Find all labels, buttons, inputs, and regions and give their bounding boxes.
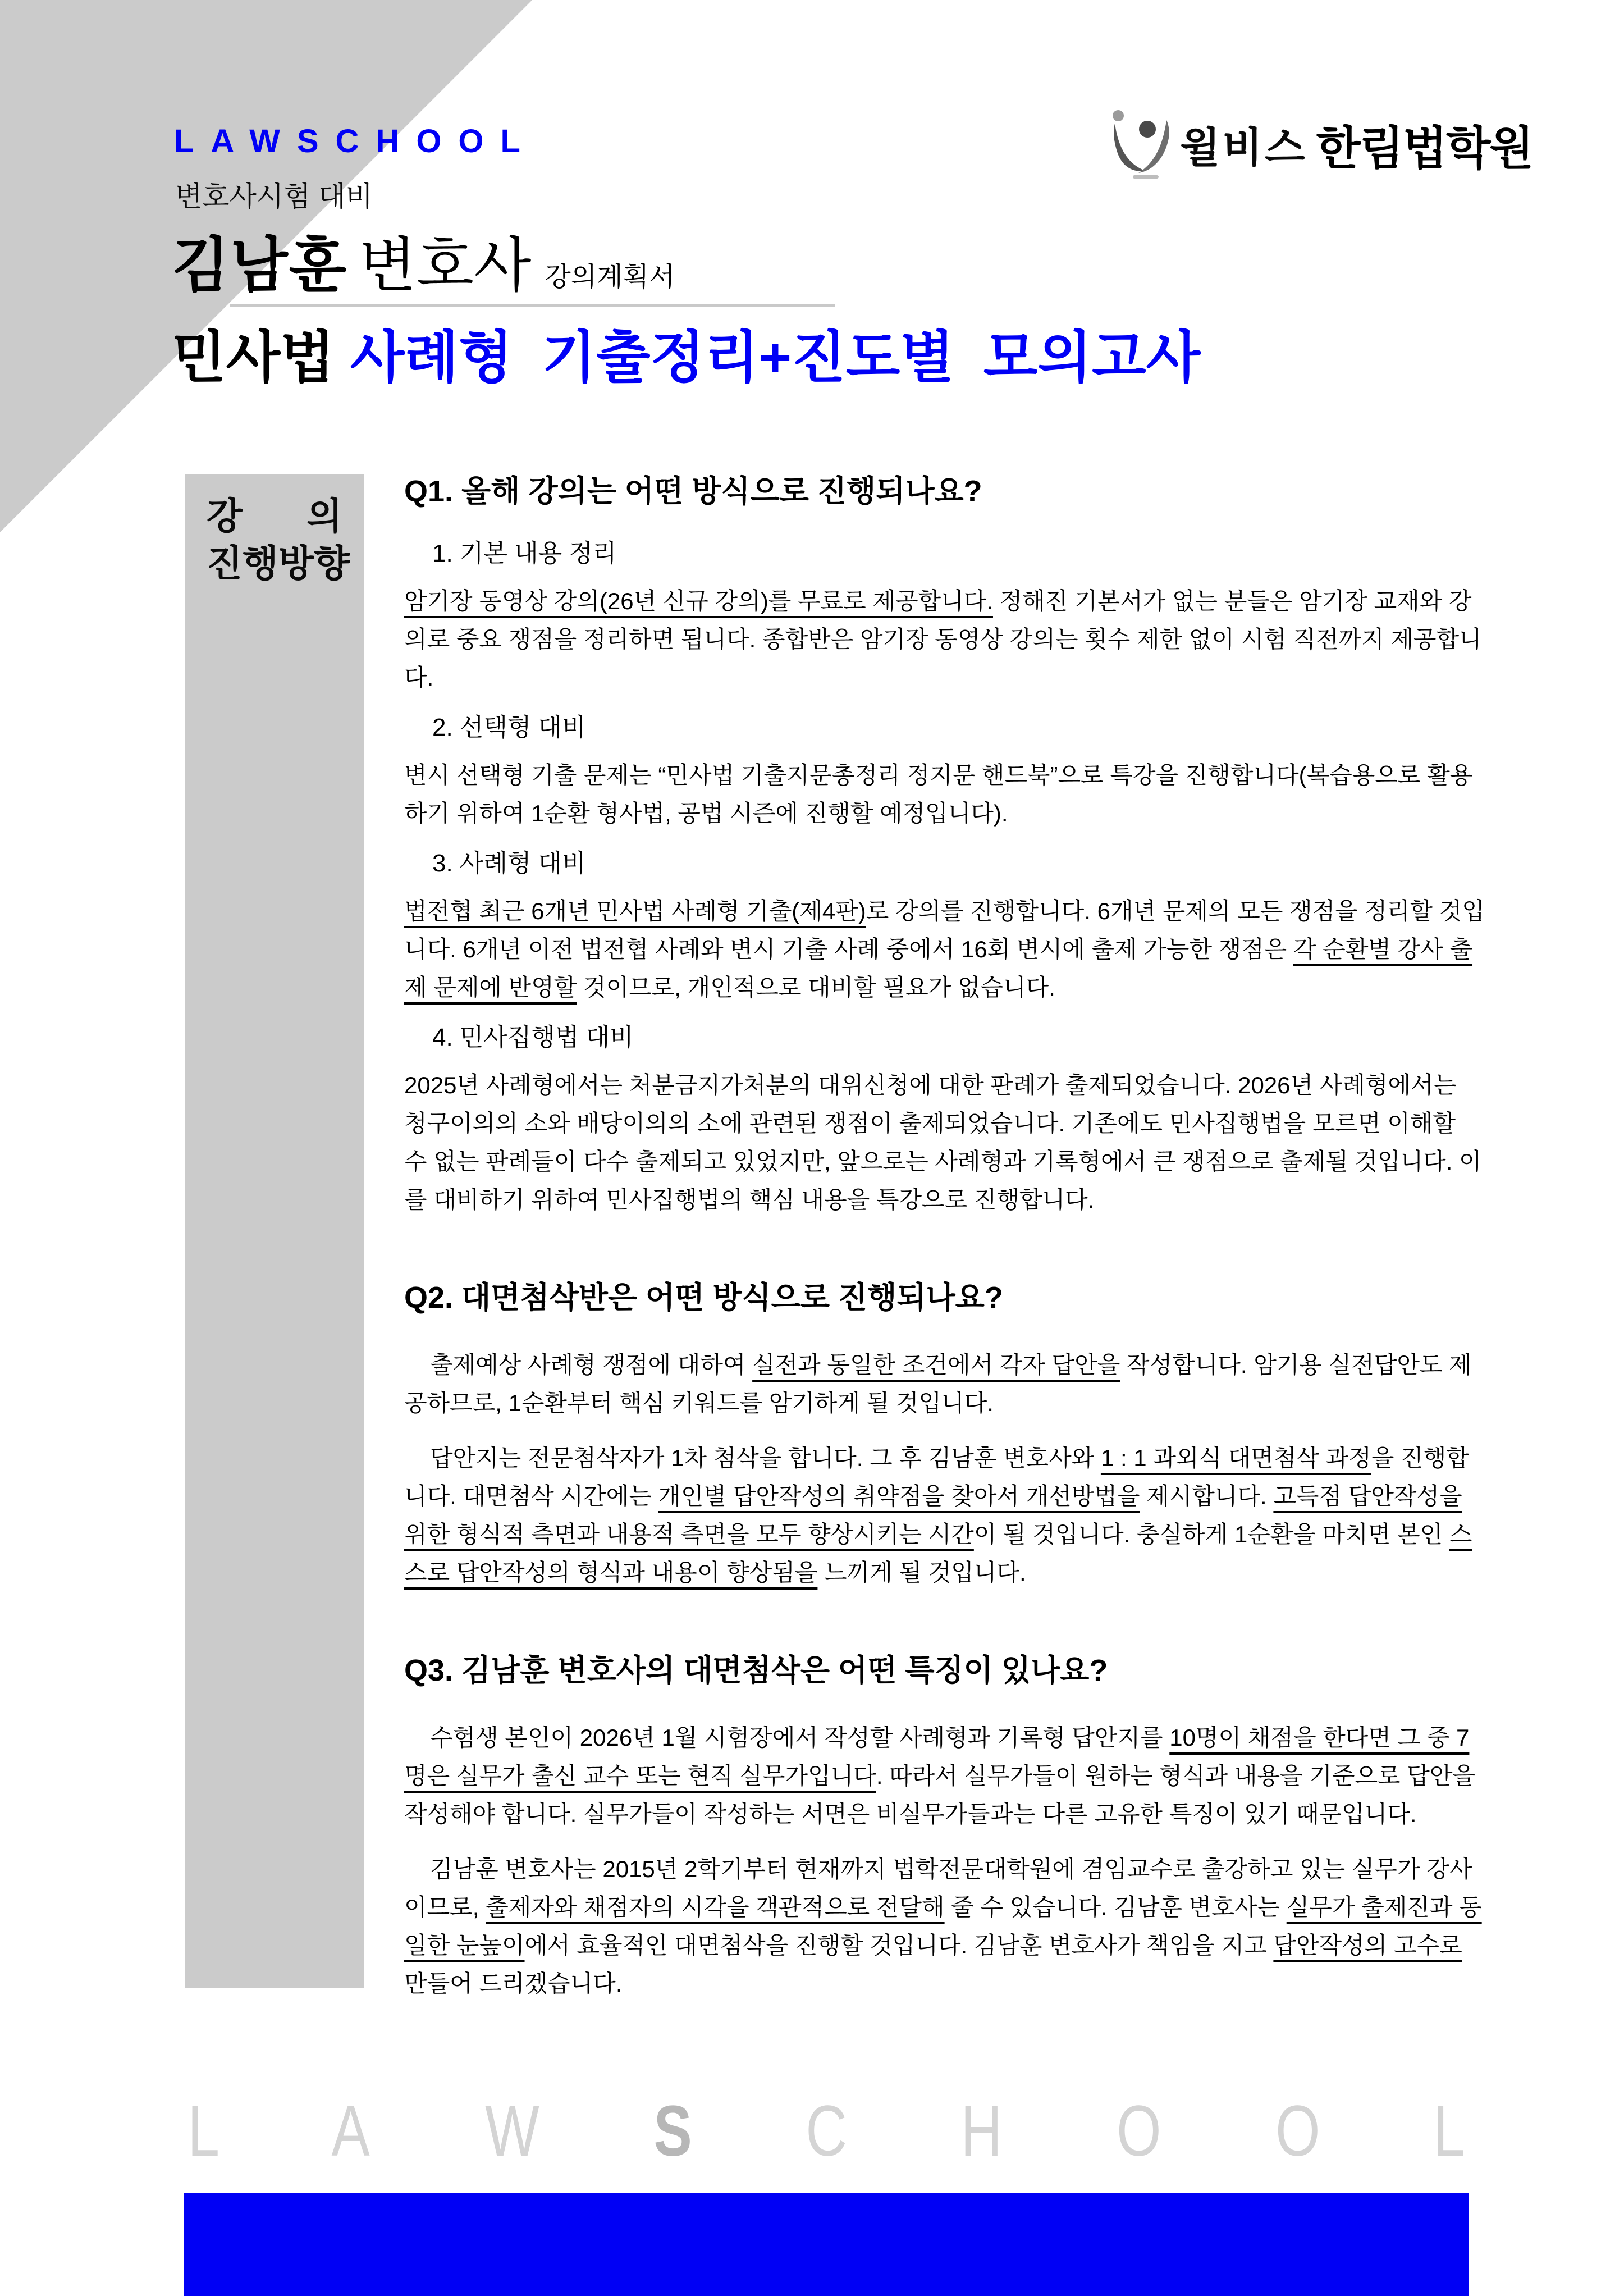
text-segment: 작성합니다. 암기용 실전답안도 제공하므로, 1순환부터 핵심 키워드를 암기하게 될 것입니다. (404, 1352, 1472, 1416)
watermark-letter: A (331, 2091, 370, 2171)
text-segment: 제시합니다. (1140, 1483, 1274, 1509)
lawschool-watermark (184, 2091, 1469, 2171)
sidebar-label-line1 (207, 489, 342, 536)
numbered-subheading: 2. 선택형 대비 (432, 714, 586, 741)
question-heading: Q1. 올해 강의는 어떤 방식으로 진행되나요? (404, 474, 982, 508)
sidebar-label-char: 향 (314, 542, 350, 584)
document-type-label: 강의계획서 (545, 262, 675, 292)
body-paragraph (404, 1850, 1485, 2003)
question-heading: Q2. 대면첨삭반은 어떤 방식으로 진행되나요? (404, 1281, 1003, 1314)
question-heading: Q3. 김남훈 변호사의 대면첨삭은 어떤 특징이 있나요? (404, 1654, 1108, 1687)
text-segment: 느끼게 될 것입니다. (817, 1559, 1026, 1586)
underlined-text: 출제자와 채점자의 시각을 객관적으로 전달해 (486, 1894, 945, 1920)
underlined-text: 실무가 출제진과 동일한 눈높이 (404, 1894, 1482, 1959)
instructor-name: 김남훈 (172, 232, 348, 299)
underlined-text: 암기장 동영상 강의(26년 신규 강의)를 무료로 제공합니다. (404, 588, 993, 614)
watermark-letter: S (653, 2091, 693, 2171)
text-segment: 변시 선택형 기출 문제는 “민사법 기출지문총정리 정지문 핸드북”으로 특강을 진행합니다(복습용으로 활용하기 위하여 1순환 형사법, 공법 시즌에 진행할 예정입니다). (404, 762, 1473, 827)
people-figure-icon (1110, 108, 1172, 181)
body-paragraph (404, 892, 1485, 1007)
course-name: 사례형 기출정리+진도별 모의고사 (350, 326, 1201, 389)
watermark-letter: H (960, 2091, 1003, 2171)
exam-prep-label: 변호사시험 대비 (175, 181, 373, 212)
watermark-letter: O (1116, 2091, 1161, 2171)
watermark-letter: L (187, 2091, 220, 2171)
qa-content-column (404, 474, 1485, 2020)
body-paragraph (404, 582, 1485, 697)
lawschool-brand-text: LAWSCHOOL (174, 123, 537, 159)
instructor-title-row (172, 218, 675, 303)
sidebar-label-char: 행 (242, 542, 278, 584)
text-segment: 을 진행합니다. 대면첨삭 시간에는 (404, 1445, 1469, 1509)
text-segment: 이 될 것입니다. 충실하게 1순환을 마치면 본인 (973, 1521, 1449, 1548)
text-segment: 로 강의를 진행합니다. 6개년 문제의 모든 쟁점을 정리할 것입니다. 6개년 이전 법전협 사례와 변시 기출 사례 중에서 16회 변시에 출제 가능한 쟁점은 (404, 898, 1485, 962)
body-paragraph (404, 1719, 1485, 1833)
underlined-text: 10명이 채점을 한다면 그 중 7명은 실무가 출신 교수 또는 현직 실무가입니다 (404, 1724, 1470, 1789)
course-main-title (172, 312, 1200, 393)
sidebar-label-char: 방 (278, 542, 314, 584)
underlined-text: 실전과 동일한 조건에서 각자 답안을 (752, 1352, 1120, 1378)
underlined-text: 개인별 답안작성의 취약점을 찾아서 개선방법을 (658, 1483, 1140, 1509)
underlined-text: 1 : 1 과외식 대면첨삭 과정 (1100, 1445, 1371, 1471)
sidebar-label-line2 (207, 536, 350, 584)
body-paragraph (404, 1346, 1485, 1422)
underlined-text: 스스로 답안작성의 형식과 내용이 향상됨을 (404, 1521, 1472, 1586)
underlined-text: 각 순환별 강사 출제 문제에 반영할 (404, 936, 1473, 1001)
watermark-letter: O (1275, 2091, 1320, 2171)
body-paragraph (404, 1439, 1485, 1592)
text-segment: . 따라서 실무가들이 원하는 형식과 내용을 기준으로 답안을 작성해야 합니다. 실무가들이 작성하는 서면은 비실무가들과는 다른 고유한 특징이 있기 때문입니다. (404, 1763, 1475, 1827)
text-segment: 정해진 기본서가 없는 분들은 암기장 교재와 강의로 중요 쟁점을 정리하면 됩니다. 종합반은 암기장 동영상 강의는 횟수 제한 없이 시험 직전까지 제공합니다. (404, 588, 1482, 691)
numbered-subheading: 4. 민사집행법 대비 (432, 1024, 634, 1051)
sidebar-label-char: 의 (306, 495, 342, 537)
numbered-subheading: 1. 기본 내용 정리 (432, 540, 617, 567)
title-divider (230, 304, 835, 307)
text-segment: 2025년 사례형에서는 처분금지가처분의 대위신청에 대한 판례가 출제되었습니다. 2026년 사례형에서는 청구이의의 소와 배당이의의 소에 관련된 쟁점이 출제되었습니다. 기존에도 민사집행법을 모르면 이해할 수 없는 판례들이 다수 출제되고 있었지만, 앞으로는 사례형과 기록형에서 큰 쟁점으로 출제될 것입니다. 이를 대비하기 위하여 민사집행법의 핵심 내용을 특강으로 진행합니다. (404, 1072, 1482, 1213)
logo-text-hanlim: 한림법학원 (1316, 122, 1533, 174)
text-segment: 에서 효율적인 대면첨삭을 진행할 것입니다. 김남훈 변호사가 책임을 지고 (524, 1932, 1274, 1959)
logo-text-wilbis: 윌비스 (1180, 124, 1307, 171)
text-segment: 김남훈 변호사는 2015년 2학기부터 현재까지 법학전문대학원에 겸임교수로 출강하고 있는 실무가 강사이므로, (404, 1856, 1472, 1920)
text-segment: 답안지는 전문첨삭자가 1차 첨삭을 합니다. 그 후 김남훈 변호사와 (430, 1445, 1101, 1471)
underlined-text: 법전협 최근 6개년 민사법 사례형 기출(제4판) (404, 898, 866, 924)
course-subject: 민사법 (172, 326, 335, 389)
watermark-letter: C (805, 2091, 847, 2171)
text-segment: 줄 수 있습니다. 김남훈 변호사는 (944, 1894, 1287, 1920)
sidebar-label-char: 강 (207, 495, 243, 537)
underlined-text: 답안작성의 고수로 (1273, 1932, 1462, 1959)
watermark-letter: L (1433, 2091, 1465, 2171)
sidebar-lecture-direction (185, 474, 364, 1988)
academy-logo (1110, 108, 1533, 181)
text-segment: 만들어 드리겠습니다. (404, 1970, 623, 1997)
text-segment: 수험생 본인이 2026년 1월 시험장에서 작성할 사례형과 기록형 답안지를 (430, 1724, 1170, 1751)
sidebar-label-char: 진 (207, 542, 243, 584)
text-segment: 것이므로, 개인적으로 대비할 필요가 없습니다. (577, 974, 1055, 1001)
body-paragraph (404, 1066, 1485, 1219)
body-paragraph (404, 756, 1485, 833)
instructor-job-title: 변호사 (359, 232, 532, 299)
text-segment: 출제예상 사례형 쟁점에 대하여 (430, 1352, 753, 1378)
underlined-text: 고득점 답안작성을 위한 형식적 측면과 내용적 측면을 모두 향상시키는 시간 (404, 1483, 1462, 1548)
numbered-subheading: 3. 사례형 대비 (432, 850, 586, 877)
watermark-letter: W (484, 2091, 539, 2171)
bottom-blue-bar (184, 2193, 1469, 2296)
